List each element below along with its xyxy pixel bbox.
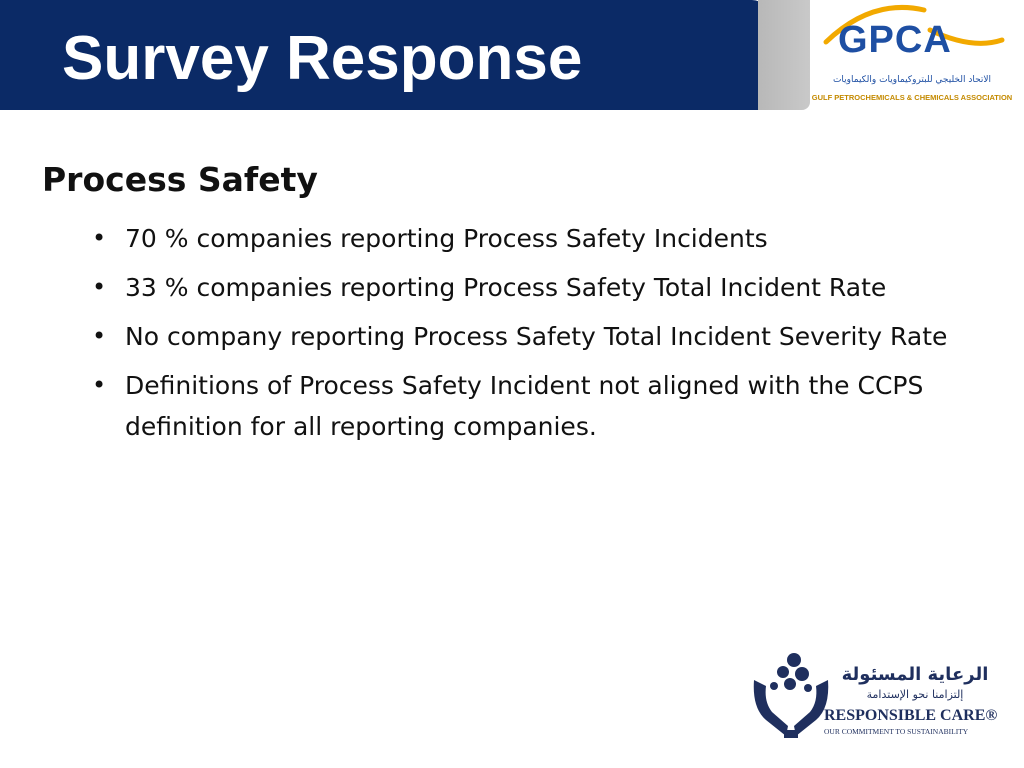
bullet-item: • 70 % companies reporting Process Safety Incidents xyxy=(90,218,1010,259)
responsible-care-hands-icon xyxy=(754,653,829,738)
rc-arabic-line2: إلتزامنا نحو الإستدامة xyxy=(866,688,964,701)
rc-name: RESPONSIBLE CARE® xyxy=(824,707,998,724)
slide-title: Survey Response xyxy=(62,24,583,93)
gpca-english-name: GULF PETROCHEMICALS & CHEMICALS ASSOCIATION xyxy=(812,93,1012,102)
rc-arabic-line1: الرعاية المسئولة xyxy=(841,664,989,685)
gpca-logo xyxy=(812,0,1012,108)
bullet-item: • Definitions of Process Safety Incident not aligned with the CCPS definition for all reporting companies. xyxy=(90,365,1010,447)
header-tab-decoration xyxy=(758,0,810,110)
gpca-arabic-name: الاتحاد الخليجي للبتروكيماويات والكيماويات xyxy=(832,75,992,85)
gpca-wordmark: GPCA xyxy=(838,19,952,61)
section-heading: Process Safety xyxy=(42,160,318,199)
bullet-item: • No company reporting Process Safety Total Incident Severity Rate xyxy=(90,316,1010,357)
responsible-care-logo xyxy=(750,650,1000,742)
bullet-item: • 33 % companies reporting Process Safety Total Incident Rate xyxy=(90,267,1010,308)
bullet-list xyxy=(90,218,1010,455)
rc-tagline: OUR COMMITMENT TO SUSTAINABILITY xyxy=(824,727,969,736)
